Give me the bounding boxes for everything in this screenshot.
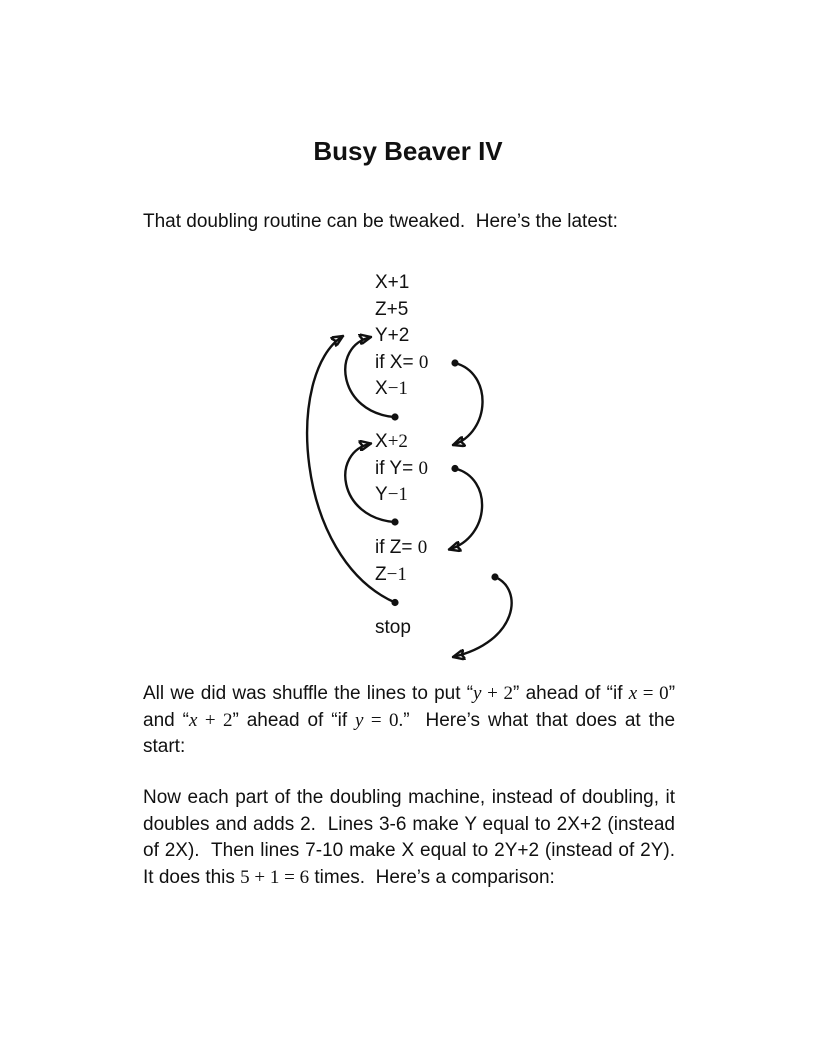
code-line-13 (375, 589, 535, 616)
code-line-6 (375, 403, 535, 430)
text-segment: −1 (387, 378, 408, 400)
text-segment: if Z= (375, 537, 418, 559)
text-segment: y (473, 683, 482, 704)
text-segment: = 0. (363, 709, 404, 731)
code-line-4 (375, 350, 535, 377)
text-segment: Z (375, 564, 387, 586)
text-segment: ” ahead of “if (513, 683, 629, 704)
text-segment: 0 (418, 351, 429, 373)
text-segment: That doubling routine can be tweaked. Here’s the latest: (143, 211, 618, 232)
text-segment: times. Here’s a comparison: (309, 866, 555, 888)
text-segment: 0 (418, 457, 428, 479)
code-line-14 (375, 615, 535, 642)
code-line-2 (375, 297, 535, 324)
text-segment: x (188, 709, 198, 731)
text-segment: X (375, 431, 388, 453)
text-segment: + 2 (197, 709, 233, 731)
code-line-10 (375, 509, 535, 536)
code-line-5 (375, 376, 535, 403)
text-segment: X+1 (375, 272, 410, 293)
text-segment: if X= (375, 351, 419, 373)
text-segment: ” and “ (143, 683, 681, 731)
paragraph-shuffle (143, 681, 681, 761)
code-line-11 (375, 535, 535, 562)
text-segment: −1 (387, 484, 408, 506)
text-segment: 5 + 1 = 6 (240, 866, 310, 888)
code-line-8 (375, 456, 535, 483)
text-segment: +2 (387, 431, 408, 453)
text-segment: x (628, 683, 638, 704)
text-segment: = 0 (637, 683, 669, 704)
program-listing (375, 270, 535, 642)
text-segment: ” Here’s what that does at the start: (143, 709, 681, 758)
text-segment: ” ahead of “if (232, 709, 356, 731)
text-segment: y (355, 709, 364, 731)
text-segment: Now each part of the doubling machine, instead of doubling, it doubles and adds 2. Lines 3-6 make Y equal to 2X+2 (instead of 2X). Then lines 7-10 make X equal to 2Y+2 (instead of 2Y). It does this (143, 787, 686, 888)
text-segment: if Y= (375, 457, 419, 479)
code-line-12 (375, 562, 535, 589)
code-line-1 (375, 270, 535, 297)
text-segment: stop (375, 617, 411, 639)
page-title: Busy Beaver IV (313, 136, 503, 166)
text-segment: Y+2 (375, 325, 410, 347)
text-segment: Z+5 (375, 298, 409, 320)
code-line-7 (375, 429, 535, 456)
text-segment: X (375, 378, 388, 400)
text-segment: Y (375, 484, 388, 506)
text-segment: All we did was shuffle the lines to put “ (143, 683, 474, 704)
text-segment: + 2 (481, 683, 514, 704)
code-line-3 (375, 323, 535, 350)
paragraph-intro (143, 209, 675, 236)
text-segment: 0 (417, 537, 428, 559)
code-line-9 (375, 482, 535, 509)
paragraph-doubling (143, 785, 686, 891)
text-segment: −1 (386, 564, 407, 586)
